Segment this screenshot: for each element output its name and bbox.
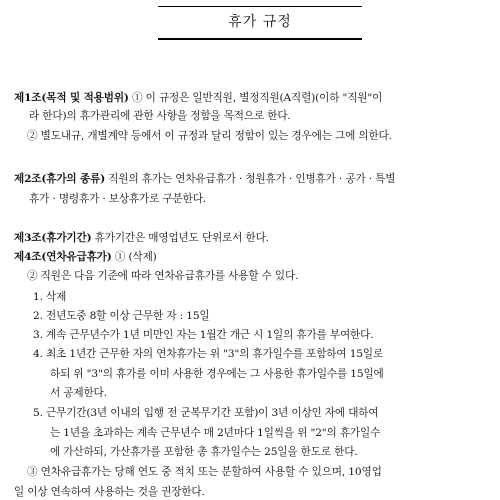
- article4-line3b: 일 이상 연속하여 사용하는 것을 권장한다.: [14, 486, 205, 498]
- article4-item5-line2: 는 1년을 초과하는 계속 근무년수 매 2년마다 1일씩을 위 "2"의 휴가일수: [50, 427, 381, 439]
- article1-line2: 라 한다)의 휴가관리에 관한 사항을 정함을 목적으로 한다.: [29, 110, 291, 122]
- article4-line1: [14, 251, 157, 264]
- article4-item4-line3: 서 공제한다.: [50, 387, 107, 399]
- article4-item3: 3. 계속 근무년수가 1년 미만인 자는 1월간 개근 시 1일의 휴가를 부여한다.: [33, 329, 374, 341]
- article4-item4-line2: 하되 위 "3"의 휴가를 이미 사용한 경우에는 그 사용한 휴가일수를 15일에: [50, 368, 384, 380]
- article3-line1: [14, 232, 269, 245]
- article4-text1: ① (삭제): [111, 251, 157, 263]
- page-title: 휴가 규정: [228, 14, 292, 30]
- article2-text1: 직원의 휴가는 연차유급휴가 · 청원휴가 · 인병휴가 · 공가 · 특별: [105, 173, 396, 185]
- article4-item1: 1. 삭제: [33, 291, 67, 303]
- article4-item5-line3: 에 가산하되, 가산휴가를 포함한 총 휴가일수는 25일을 한도로 한다.: [50, 446, 358, 458]
- article1-text1: ① 이 규정은 일반직원, 별정직원(A직렬)(이하 "직원"이: [128, 92, 383, 104]
- article3-text1: 휴가기간은 매영업년도 단위로서 한다.: [91, 232, 269, 244]
- article2-line1: [14, 173, 395, 186]
- article1-line3: ② 별도내규, 개별계약 등에서 이 규정과 달리 정함이 있는 경우에는 그에 의한다.: [27, 130, 392, 142]
- article4-heading: 제4조(연차유급휴가): [14, 251, 112, 263]
- article4-line2: ② 직원은 다음 기준에 따라 연차유급휴가를 사용할 수 있다.: [27, 270, 299, 282]
- article4-item2: 2. 전년도중 8할 이상 근무한 자 : 15일: [33, 310, 210, 322]
- article2-line2: 휴가 · 명령휴가 · 보상휴가로 구분한다.: [29, 193, 206, 205]
- article1-heading: 제1조(목적 및 적용범위): [14, 92, 129, 104]
- article4-item5-line1: 5. 근무기간(3년 이내의 입행 전 군복무기간 포함)이 3년 이상인 자에 대하여: [33, 407, 379, 419]
- article4-line3a: ③ 연차유급휴가는 당해 연도 중 적치 또는 분할하여 사용할 수 있으며, 10영업: [27, 466, 382, 478]
- article3-heading: 제3조(휴가기간): [14, 232, 92, 244]
- article1-line1: [14, 92, 382, 105]
- article4-item4-line1: 4. 최초 1년간 근무한 자의 연차휴가는 위 "3"의 휴가일수를 포함하여 15일로: [33, 348, 384, 360]
- article2-heading: 제2조(휴가의 종류): [14, 173, 106, 185]
